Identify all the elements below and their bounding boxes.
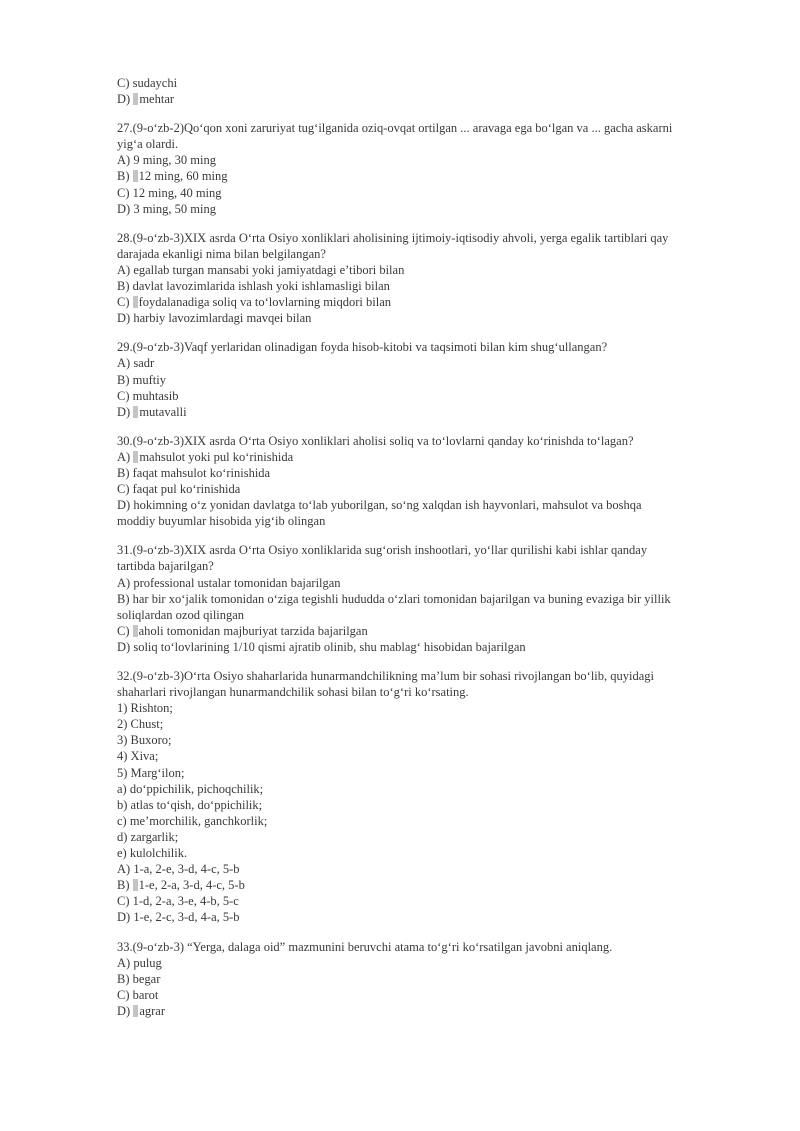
- answer-option: [117, 481, 740, 497]
- question-text-continuation: tartibda bajarilgan?: [117, 559, 214, 574]
- answer-option: [117, 623, 740, 639]
- option-letter: B): [117, 372, 130, 387]
- option-text: egallab turgan mansabi yoki jamiyatdagi e’tibori bilan: [133, 262, 405, 277]
- option-text: 1-d, 2-a, 3-e, 4-b, 5-c: [132, 894, 239, 909]
- question-spacer: [117, 107, 740, 120]
- option-letter: C): [117, 482, 130, 497]
- question-text: 29.(9-o‘zb-3)Vaqf yerlaridan olinadigan foyda hisob-kitobi va taqsimoti bilan kim shug‘ullangan?: [117, 340, 608, 355]
- option-letter: A): [117, 862, 131, 877]
- option-text: soliq to‘lovlarining 1/10 qismi ajratib olinib, shu mablag‘ hisobidan bajarilgan: [133, 639, 526, 654]
- answer-option: [117, 1003, 740, 1019]
- option-letter: B): [117, 465, 130, 480]
- answer-option: [117, 449, 740, 465]
- answer-option: [117, 861, 740, 877]
- option-letter: B): [117, 591, 130, 606]
- option-letter: D): [117, 910, 131, 925]
- option-text: 1-e, 2-c, 3-d, 4-a, 5-b: [133, 910, 240, 925]
- question-block: [117, 939, 740, 1019]
- answer-option: [117, 355, 740, 371]
- option-text: pulug: [133, 955, 162, 970]
- option-text: begar: [132, 971, 161, 986]
- question-text-continuation: yig‘a olardi.: [117, 137, 179, 152]
- question-block: [117, 230, 740, 327]
- answer-option: [117, 372, 740, 388]
- option-text: professional ustalar tomonidan bajarilgan: [133, 575, 341, 590]
- question-text-continuation: shaharlari rivojlangan hunarmandchilik sohasi bilan to‘g‘ri ko‘rsating.: [117, 685, 469, 700]
- option-letter: A): [117, 356, 131, 371]
- option-letter: A): [117, 955, 131, 970]
- matching-item: c) me’morchilik, ganchkorlik;: [117, 813, 268, 828]
- option-letter: D): [117, 639, 131, 654]
- answer-highlight-mark: [133, 879, 138, 891]
- answer-option: [117, 75, 740, 91]
- answer-option: [117, 185, 740, 201]
- option-text: 9 ming, 30 ming: [133, 153, 216, 168]
- option-letter: D): [117, 498, 131, 513]
- question-block: [117, 120, 740, 217]
- option-letter: B): [117, 169, 130, 184]
- option-letter: A): [117, 262, 131, 277]
- matching-item: 5) Marg‘ilon;: [117, 765, 185, 780]
- question-block: [117, 668, 740, 926]
- answer-highlight-mark: [133, 625, 138, 637]
- question-text: 30.(9-o‘zb-3)XIX asrda O‘rta Osiyo xonliklari aholisi soliq va to‘lovlarni qanday ko‘rinishda to‘lagan?: [117, 433, 634, 448]
- matching-item: 3) Buxoro;: [117, 733, 172, 748]
- question-text: 28.(9-o‘zb-3)XIX asrda O‘rta Osiyo xonliklari aholisining ijtimoiy-iqtisodiy ahvoli, yerga egalik tartiblari qay: [117, 230, 669, 245]
- answer-option: [117, 971, 740, 987]
- answer-option: [117, 575, 740, 591]
- answer-highlight-mark: [133, 170, 138, 182]
- option-text: faqat mahsulot ko‘rinishida: [132, 465, 271, 480]
- option-text: sadr: [133, 356, 155, 371]
- answer-highlight-mark: [133, 93, 138, 105]
- question-spacer: [117, 926, 740, 939]
- answer-option: [117, 168, 740, 184]
- question-block: [117, 433, 740, 530]
- answer-option: [117, 201, 740, 217]
- answer-option: [117, 877, 740, 893]
- option-text: mehtar: [139, 92, 175, 107]
- answer-option: [117, 388, 740, 404]
- answer-option: [117, 465, 740, 481]
- option-text: 1-e, 2-a, 3-d, 4-c, 5-b: [138, 878, 245, 893]
- option-letter: D): [117, 404, 131, 419]
- answer-option: [117, 262, 740, 278]
- option-letter: C): [117, 76, 130, 90]
- question-text: 27.(9-o‘zb-2)Qo‘qon xoni zaruriyat tug‘ilganida oziq-ovqat ortilgan ... aravaga ega bo‘lgan va ... gacha askarni: [117, 121, 673, 136]
- matching-item: d) zargarlik;: [117, 829, 179, 844]
- option-letter: C): [117, 185, 130, 200]
- answer-highlight-mark: [133, 1005, 138, 1017]
- question-spacer: [117, 529, 740, 542]
- question-spacer: [117, 420, 740, 433]
- question-block: [117, 542, 740, 655]
- question-block: [117, 339, 740, 419]
- option-text-continuation: moddiy buyumlar hisobida yig‘ib olingan: [117, 514, 326, 529]
- option-text: 3 ming, 50 ming: [133, 201, 216, 216]
- matching-item: 2) Chust;: [117, 717, 164, 732]
- answer-option: [117, 404, 740, 420]
- matching-item: b) atlas to‘qish, do‘ppichilik;: [117, 797, 263, 812]
- option-text: 12 ming, 40 ming: [132, 185, 222, 200]
- option-text: davlat lavozimlarida ishlash yoki ishlamasligi bilan: [132, 279, 390, 294]
- option-letter: D): [117, 311, 131, 326]
- option-text: faqat pul ko‘rinishida: [132, 482, 241, 497]
- option-letter: C): [117, 987, 130, 1002]
- answer-option: [117, 639, 740, 655]
- option-letter: D): [117, 201, 131, 216]
- option-text: aholi tomonidan majburiyat tarzida bajarilgan: [138, 623, 368, 638]
- answer-option: [117, 893, 740, 909]
- option-text: harbiy lavozimlardagi mavqei bilan: [133, 311, 312, 326]
- option-text: muftiy: [132, 372, 166, 387]
- matching-item: 4) Xiva;: [117, 749, 159, 764]
- option-text: 1-a, 2-e, 3-d, 4-c, 5-b: [133, 862, 240, 877]
- option-letter: B): [117, 279, 130, 294]
- answer-option: [117, 310, 740, 326]
- answer-option: [117, 497, 740, 513]
- option-text: barot: [132, 987, 159, 1002]
- answer-highlight-mark: [133, 451, 138, 463]
- matching-item: a) do‘ppichilik, pichoqchilik;: [117, 781, 264, 796]
- matching-item: e) kulolchilik.: [117, 846, 188, 861]
- answer-option: [117, 278, 740, 294]
- question-spacer: [117, 217, 740, 230]
- option-letter: C): [117, 623, 130, 638]
- question-text: 32.(9-o‘zb-3)O‘rta Osiyo shaharlarida hunarmandchilikning ma’lum bir sohasi rivojlangan bo‘lib, quyidagi: [117, 669, 655, 683]
- answer-option: [117, 591, 740, 607]
- option-text: hokimning o‘z yonidan davlatga to‘lab yuborilgan, so‘ng xalqdan ish hayvonlari, mahsulot va boshqa: [133, 498, 642, 513]
- answer-option: [117, 987, 740, 1003]
- option-letter: D): [117, 92, 131, 107]
- answer-option: [117, 152, 740, 168]
- option-letter: D): [117, 1003, 131, 1018]
- question-text-continuation: darajada ekanligi nima bilan belgilangan?: [117, 246, 326, 261]
- option-text: sudaychi: [132, 76, 178, 90]
- option-text: mutavalli: [139, 404, 187, 419]
- option-text: mahsulot yoki pul ko‘rinishida: [139, 449, 294, 464]
- option-text: muhtasib: [132, 388, 179, 403]
- option-letter: A): [117, 153, 131, 168]
- matching-item: 1) Rishton;: [117, 701, 173, 716]
- question-spacer: [117, 326, 740, 339]
- option-letter: B): [117, 971, 130, 986]
- option-text: 12 ming, 60 ming: [138, 169, 228, 184]
- option-letter: B): [117, 878, 130, 893]
- option-text: har bir xo‘jalik tomonidan o‘ziga tegishli hududda o‘zlari tomonidan bajarilgan va buning evaziga bir yillik: [132, 591, 671, 606]
- option-letter: A): [117, 575, 131, 590]
- answer-option: [117, 91, 740, 107]
- question-spacer: [117, 655, 740, 668]
- answer-option: [117, 909, 740, 925]
- option-letter: A): [117, 449, 131, 464]
- option-letter: C): [117, 894, 130, 909]
- option-letter: C): [117, 388, 130, 403]
- option-text-continuation: soliqlardan ozod qilingan: [117, 607, 245, 622]
- option-letter: C): [117, 295, 130, 310]
- question-text: 31.(9-o‘zb-3)XIX asrda O‘rta Osiyo xonliklarida sug‘orish inshootlari, yo‘llar qurilishi kabi ishlar qanday: [117, 543, 648, 558]
- answer-highlight-mark: [133, 406, 138, 418]
- question-text: 33.(9-o‘zb-3) “Yerga, dalaga oid” mazmunini beruvchi atama to‘g‘ri ko‘rsatilgan javobni aniqlang.: [117, 939, 613, 954]
- answer-option: [117, 294, 740, 310]
- answer-option: [117, 955, 740, 971]
- option-text: agrar: [139, 1003, 165, 1018]
- option-text: foydalanadiga soliq va to‘lovlarning miqdori bilan: [138, 295, 391, 310]
- answer-highlight-mark: [133, 296, 138, 308]
